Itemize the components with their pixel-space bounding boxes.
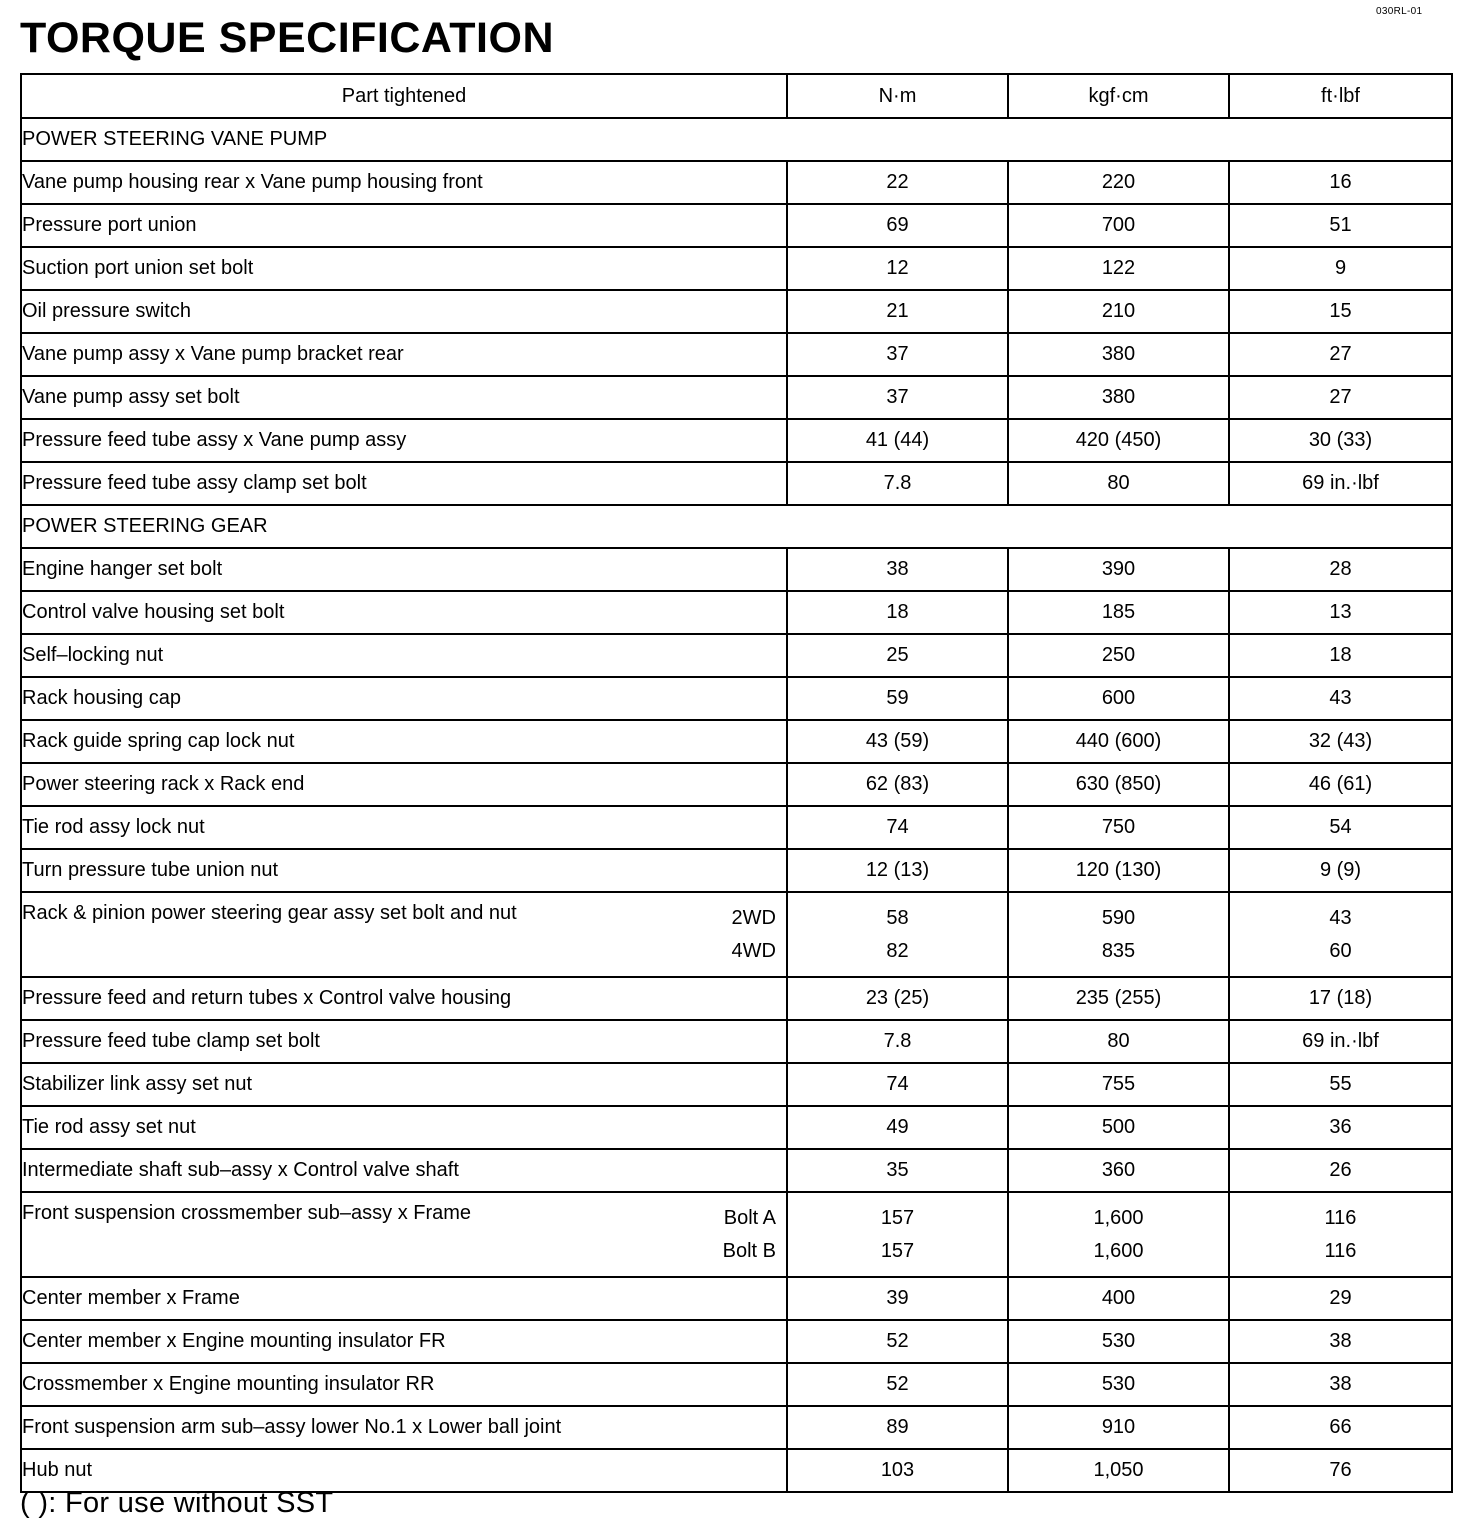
table-row — [21, 634, 1452, 677]
ftlbf-cell: 32 (43) — [1229, 720, 1452, 763]
ftlbf-cell: 51 — [1229, 204, 1452, 247]
kgfcm-cell: 630 (850) — [1008, 763, 1229, 806]
table-row — [21, 1320, 1452, 1363]
variant-value: 43 — [1329, 907, 1352, 929]
nm-cell: 37 — [787, 376, 1008, 419]
section-row — [21, 118, 1452, 161]
table-row — [21, 892, 1452, 977]
ftlbf-cell: 69 in.·lbf — [1229, 462, 1452, 505]
column-header-part: Part tightened — [21, 74, 787, 118]
table-row — [21, 247, 1452, 290]
nm-cell — [787, 1192, 1008, 1277]
nm-cell: 22 — [787, 161, 1008, 204]
part-name: Pressure feed tube clamp set bolt — [21, 1020, 787, 1063]
part-name: Oil pressure switch — [21, 290, 787, 333]
ftlbf-cell: 38 — [1229, 1320, 1452, 1363]
nm-cell: 18 — [787, 591, 1008, 634]
nm-cell: 69 — [787, 204, 1008, 247]
table-body — [21, 118, 1452, 1492]
table-row — [21, 1063, 1452, 1106]
table-row — [21, 1020, 1452, 1063]
ftlbf-cell: 54 — [1229, 806, 1452, 849]
part-name: Center member x Engine mounting insulator FR — [21, 1320, 787, 1363]
nm-cell: 12 — [787, 247, 1008, 290]
variant-value: 157 — [880, 1240, 915, 1262]
nm-cell: 52 — [787, 1363, 1008, 1406]
ftlbf-cell: 55 — [1229, 1063, 1452, 1106]
ftlbf-cell: 27 — [1229, 376, 1452, 419]
kgfcm-cell — [1008, 1192, 1229, 1277]
variant-value: 1,600 — [1093, 1207, 1144, 1229]
ftlbf-cell: 66 — [1229, 1406, 1452, 1449]
kgfcm-cell: 220 — [1008, 161, 1229, 204]
kgfcm-cell: 1,050 — [1008, 1449, 1229, 1492]
header-row — [21, 74, 1452, 118]
nm-cell: 37 — [787, 333, 1008, 376]
variant-label: Bolt B — [722, 1240, 776, 1262]
kgfcm-cell: 185 — [1008, 591, 1229, 634]
ftlbf-cell — [1229, 892, 1452, 977]
kgfcm-cell: 440 (600) — [1008, 720, 1229, 763]
nm-cell: 62 (83) — [787, 763, 1008, 806]
part-name: Hub nut — [21, 1449, 787, 1492]
ftlbf-cell: 69 in.·lbf — [1229, 1020, 1452, 1063]
table-row — [21, 1192, 1452, 1277]
kgfcm-cell: 360 — [1008, 1149, 1229, 1192]
ftlbf-cell: 9 (9) — [1229, 849, 1452, 892]
part-name: Stabilizer link assy set nut — [21, 1063, 787, 1106]
nm-cell: 74 — [787, 1063, 1008, 1106]
nm-cell: 89 — [787, 1406, 1008, 1449]
ftlbf-cell: 36 — [1229, 1106, 1452, 1149]
table-row — [21, 977, 1452, 1020]
ftlbf-cell: 43 — [1229, 677, 1452, 720]
variant-label: 2WD — [731, 907, 776, 929]
kgfcm-cell: 600 — [1008, 677, 1229, 720]
table-row — [21, 763, 1452, 806]
variant-value: 590 — [1101, 907, 1136, 929]
nm-cell: 7.8 — [787, 1020, 1008, 1063]
nm-cell: 39 — [787, 1277, 1008, 1320]
table-row — [21, 419, 1452, 462]
nm-cell: 35 — [787, 1149, 1008, 1192]
table-row — [21, 591, 1452, 634]
kgfcm-cell: 120 (130) — [1008, 849, 1229, 892]
variant-value: 116 — [1324, 1207, 1357, 1229]
column-header-nm: N·m — [787, 74, 1008, 118]
torque-table — [20, 73, 1453, 1493]
nm-cell: 25 — [787, 634, 1008, 677]
table-row — [21, 376, 1452, 419]
variant-label: 4WD — [731, 940, 776, 962]
variant-labels — [723, 1202, 776, 1268]
kgfcm-cell: 80 — [1008, 1020, 1229, 1063]
nm-cell: 103 — [787, 1449, 1008, 1492]
kgfcm-cell: 420 (450) — [1008, 419, 1229, 462]
part-name: Intermediate shaft sub–assy x Control valve shaft — [21, 1149, 787, 1192]
part-name: Turn pressure tube union nut — [21, 849, 787, 892]
nm-cell: 23 (25) — [787, 977, 1008, 1020]
variant-value: 835 — [1101, 940, 1136, 962]
kgfcm-cell: 755 — [1008, 1063, 1229, 1106]
variant-value: 82 — [886, 940, 909, 962]
nm-cell: 43 (59) — [787, 720, 1008, 763]
table-row — [21, 849, 1452, 892]
kgfcm-cell: 80 — [1008, 462, 1229, 505]
part-name: Vane pump assy x Vane pump bracket rear — [21, 333, 787, 376]
kgfcm-cell: 390 — [1008, 548, 1229, 591]
ftlbf-cell — [1229, 1192, 1452, 1277]
kgfcm-cell: 210 — [1008, 290, 1229, 333]
part-cell — [21, 892, 787, 977]
variant-labels — [732, 902, 776, 968]
table-row — [21, 333, 1452, 376]
table-row — [21, 1449, 1452, 1492]
part-name: Pressure feed tube assy clamp set bolt — [21, 462, 787, 505]
nm-cell: 38 — [787, 548, 1008, 591]
part-name: Front suspension crossmember sub–assy x Frame — [22, 1202, 472, 1224]
ftlbf-cell: 76 — [1229, 1449, 1452, 1492]
nm-cell: 49 — [787, 1106, 1008, 1149]
kgfcm-cell: 400 — [1008, 1277, 1229, 1320]
part-name: Engine hanger set bolt — [21, 548, 787, 591]
section-heading: POWER STEERING VANE PUMP — [21, 118, 1452, 161]
table-row — [21, 1277, 1452, 1320]
part-name: Rack guide spring cap lock nut — [21, 720, 787, 763]
kgfcm-cell: 380 — [1008, 333, 1229, 376]
ftlbf-cell: 29 — [1229, 1277, 1452, 1320]
part-name: Self–locking nut — [21, 634, 787, 677]
ftlbf-cell: 13 — [1229, 591, 1452, 634]
kgfcm-cell: 750 — [1008, 806, 1229, 849]
ftlbf-cell: 30 (33) — [1229, 419, 1452, 462]
nm-cell: 74 — [787, 806, 1008, 849]
nm-cell: 59 — [787, 677, 1008, 720]
kgfcm-cell: 530 — [1008, 1363, 1229, 1406]
variant-value: 116 — [1324, 1240, 1357, 1262]
part-name: Tie rod assy set nut — [21, 1106, 787, 1149]
part-name: Pressure feed and return tubes x Control valve housing — [21, 977, 787, 1020]
variant-value: 157 — [880, 1207, 915, 1229]
nm-cell: 41 (44) — [787, 419, 1008, 462]
ftlbf-cell: 46 (61) — [1229, 763, 1452, 806]
nm-cell: 7.8 — [787, 462, 1008, 505]
section-heading: POWER STEERING GEAR — [21, 505, 1452, 548]
table-row — [21, 677, 1452, 720]
part-name: Suction port union set bolt — [21, 247, 787, 290]
ftlbf-cell: 17 (18) — [1229, 977, 1452, 1020]
ftlbf-cell: 27 — [1229, 333, 1452, 376]
part-name: Rack & pinion power steering gear assy set bolt and nut — [22, 902, 517, 924]
part-name: Control valve housing set bolt — [21, 591, 787, 634]
part-name: Front suspension arm sub–assy lower No.1 x Lower ball joint — [21, 1406, 787, 1449]
kgfcm-cell: 500 — [1008, 1106, 1229, 1149]
table-row — [21, 806, 1452, 849]
ftlbf-cell: 38 — [1229, 1363, 1452, 1406]
nm-cell: 12 (13) — [787, 849, 1008, 892]
table-row — [21, 161, 1452, 204]
column-header-kgfcm: kgf·cm — [1008, 74, 1229, 118]
table-row — [21, 548, 1452, 591]
variant-value: 60 — [1329, 940, 1352, 962]
ftlbf-cell: 16 — [1229, 161, 1452, 204]
table-row — [21, 1149, 1452, 1192]
part-name: Power steering rack x Rack end — [21, 763, 787, 806]
variant-value: 58 — [886, 907, 909, 929]
part-name: Center member x Frame — [21, 1277, 787, 1320]
table-row — [21, 1406, 1452, 1449]
nm-cell: 52 — [787, 1320, 1008, 1363]
column-header-ftlbf: ft·lbf — [1229, 74, 1452, 118]
table-row — [21, 204, 1452, 247]
part-name: Rack housing cap — [21, 677, 787, 720]
part-name: Vane pump assy set bolt — [21, 376, 787, 419]
part-cell — [21, 1192, 787, 1277]
part-name: Vane pump housing rear x Vane pump housing front — [21, 161, 787, 204]
part-name: Tie rod assy lock nut — [21, 806, 787, 849]
table-row — [21, 720, 1452, 763]
table-row — [21, 1363, 1452, 1406]
kgfcm-cell: 700 — [1008, 204, 1229, 247]
nm-cell: 21 — [787, 290, 1008, 333]
ftlbf-cell: 15 — [1229, 290, 1452, 333]
ftlbf-cell: 26 — [1229, 1149, 1452, 1192]
kgfcm-cell: 250 — [1008, 634, 1229, 677]
table-row — [21, 1106, 1452, 1149]
table-row — [21, 462, 1452, 505]
kgfcm-cell: 122 — [1008, 247, 1229, 290]
kgfcm-cell: 380 — [1008, 376, 1229, 419]
kgfcm-cell: 235 (255) — [1008, 977, 1229, 1020]
document-code: 030RL-01 — [1376, 6, 1423, 17]
page-title: TORQUE SPECIFICATION — [20, 14, 554, 62]
kgfcm-cell: 910 — [1008, 1406, 1229, 1449]
nm-cell — [787, 892, 1008, 977]
variant-value: 1,600 — [1093, 1240, 1144, 1262]
table-row — [21, 290, 1452, 333]
footnote: ( ): For use without SST — [20, 1487, 334, 1519]
ftlbf-cell: 18 — [1229, 634, 1452, 677]
variant-label: Bolt A — [723, 1207, 776, 1229]
part-name: Pressure feed tube assy x Vane pump assy — [21, 419, 787, 462]
part-name: Pressure port union — [21, 204, 787, 247]
kgfcm-cell: 530 — [1008, 1320, 1229, 1363]
section-row — [21, 505, 1452, 548]
kgfcm-cell — [1008, 892, 1229, 977]
part-name: Crossmember x Engine mounting insulator RR — [21, 1363, 787, 1406]
ftlbf-cell: 28 — [1229, 548, 1452, 591]
ftlbf-cell: 9 — [1229, 247, 1452, 290]
